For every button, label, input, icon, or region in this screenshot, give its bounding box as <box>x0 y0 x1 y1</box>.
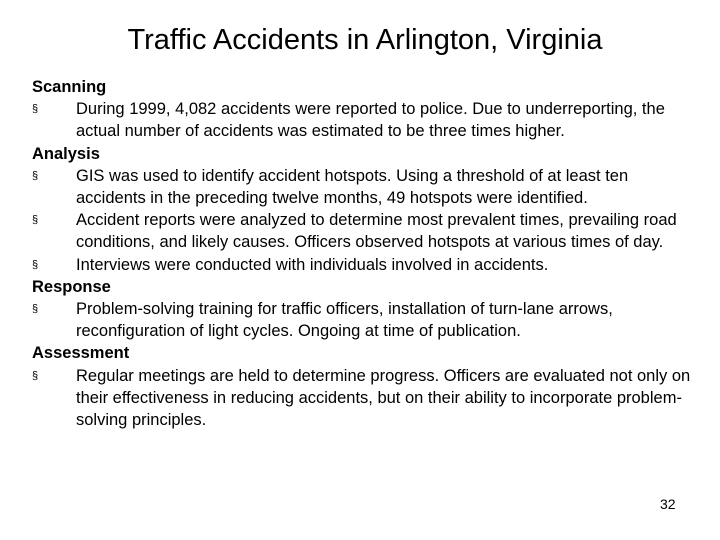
bullet-marker-icon: § <box>32 169 39 182</box>
section-heading: Assessment <box>32 344 130 363</box>
section-assessment <box>32 342 692 431</box>
section-heading: Response <box>32 277 111 296</box>
bullet-item <box>32 209 692 253</box>
bullet-text: GIS was used to identify accident hotspots. Using a threshold of at least ten accidents in the preceding twelve months, 49 hotspots were identified. <box>76 166 629 208</box>
slide-title: Traffic Accidents in Arlington, Virginia <box>127 24 603 56</box>
section-heading: Analysis <box>32 144 100 163</box>
bullet-marker-icon: § <box>32 103 39 116</box>
bullet-text: During 1999, 4,082 accidents were reported to police. Due to underreporting, the actual number of accidents was estimated to be three times higher. <box>76 100 665 141</box>
bullet-item <box>32 165 692 209</box>
bullet-text: Problem-solving training for traffic officers, installation of turn-lane arrows, reconfiguration of light cycles. Ongoing at time of publication. <box>76 300 613 341</box>
section-analysis <box>32 143 692 276</box>
bullet-text: Regular meetings are held to determine progress. Officers are evaluated not only on their effectiveness in reducing accidents, but on their ability to incorporate problem-solving principles. <box>76 366 691 430</box>
bullet-item <box>32 298 692 342</box>
bullet-item <box>32 98 692 142</box>
slide-content <box>32 76 692 431</box>
bullet-item <box>32 365 692 432</box>
page-number: 32 <box>660 496 676 512</box>
bullet-marker-icon: § <box>32 214 39 227</box>
bullet-text: Interviews were conducted with individuals involved in accidents. <box>76 255 549 274</box>
bullet-text: Accident reports were analyzed to determine most prevalent times, prevailing road conditions, and likely causes. Officers observed hotspots at various times of day. <box>76 211 677 252</box>
section-heading: Scanning <box>32 78 107 96</box>
section-response <box>32 276 692 343</box>
bullet-marker-icon: § <box>32 303 39 316</box>
bullet-marker-icon: § <box>32 369 39 382</box>
bullet-item <box>32 254 692 276</box>
bullet-marker-icon: § <box>32 258 39 271</box>
section-scanning <box>32 76 692 143</box>
